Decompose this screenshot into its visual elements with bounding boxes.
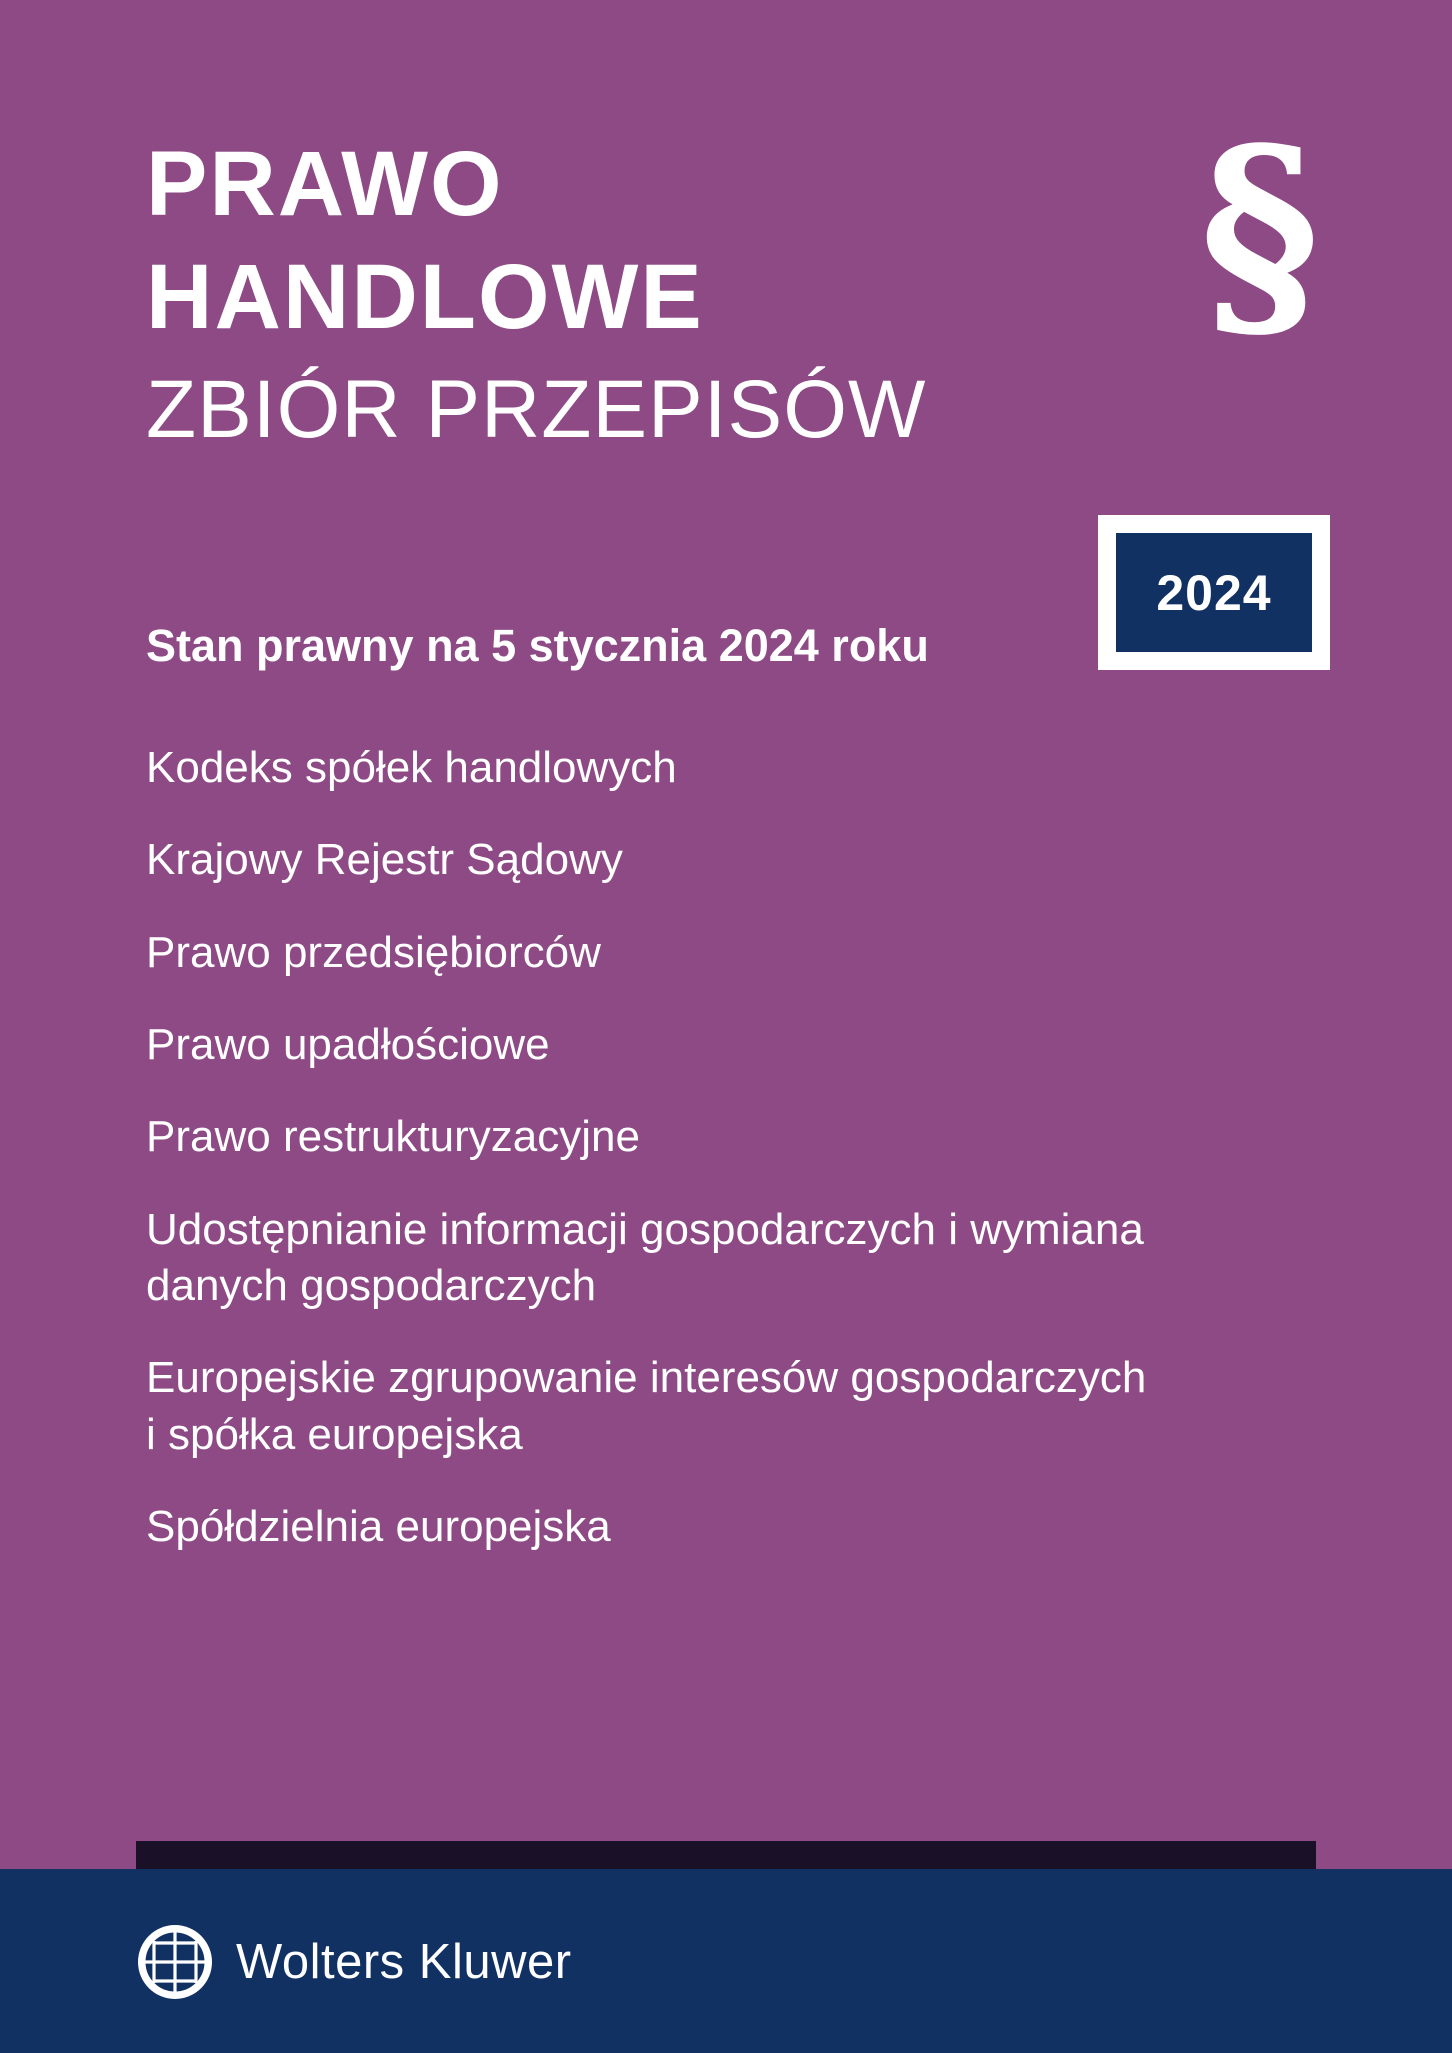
title-line-1: PRAWO: [146, 133, 504, 235]
list-item: Prawo restrukturyzacyjne: [146, 1112, 640, 1162]
year-label: 2024: [1116, 533, 1312, 652]
publisher-name-text: Wolters Kluwer: [236, 1935, 572, 1989]
publisher-name: [236, 1934, 572, 1990]
publisher-footer: [0, 1869, 1452, 2053]
list-item: Prawo przedsiębiorców: [146, 927, 601, 977]
publisher-logo: [136, 1923, 572, 2001]
paragraph-symbol-icon: §: [1199, 98, 1320, 368]
title-line-2: HANDLOWE: [146, 245, 704, 348]
cover-subtitle: ZBIÓR PRZEPISÓW: [146, 364, 927, 456]
list-item: Krajowy Rejestr Sądowy: [146, 835, 623, 885]
decorative-dark-bar: [136, 1841, 1316, 1869]
wolters-kluwer-globe-icon: [136, 1923, 214, 2001]
list-item: Udostępnianie informacji gospodarczych i wymiana danych gospodarczych: [146, 1204, 1144, 1310]
list-item: Kodeks spółek handlowych: [146, 743, 677, 792]
contents-list: [146, 740, 1156, 1591]
list-item: Spółdzielnia europejska: [146, 1501, 611, 1551]
list-item: Prawo upadłościowe: [146, 1019, 550, 1069]
list-item: Europejskie zgrupowanie interesów gospodarczych i spółka europejska: [146, 1353, 1147, 1459]
year-badge: [1098, 515, 1330, 670]
cover-title-block: [146, 130, 1126, 459]
legal-state-text: Stan prawny na 5 stycznia 2024 roku: [146, 620, 929, 671]
